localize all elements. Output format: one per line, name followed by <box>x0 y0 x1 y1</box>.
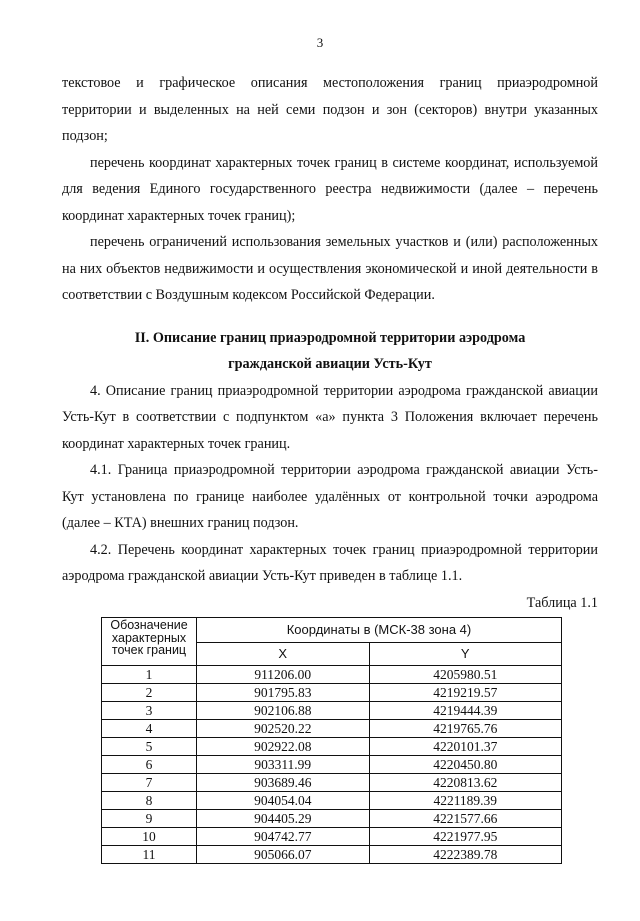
table-row <box>102 792 562 810</box>
cell-x: 911206.00 <box>197 666 370 684</box>
table-row <box>102 846 562 864</box>
cell-y: 4221189.39 <box>369 792 561 810</box>
cell-y: 4221977.95 <box>369 828 561 846</box>
cell-x: 902106.88 <box>197 702 370 720</box>
document-body <box>62 70 598 864</box>
cell-x: 904405.29 <box>197 810 370 828</box>
paragraph-4: 4. Описание границ приаэродромной территории аэродрома гражданской авиации Усть-Кут в соответствии с подпунктом «а» пункта 3 Положения включает перечень координат характерных точек границ. <box>62 382 598 452</box>
header-coordinates: Координаты в (МСК-38 зона 4) <box>197 618 562 643</box>
cell-y: 4220450.80 <box>369 756 561 774</box>
cell-x: 904054.04 <box>197 792 370 810</box>
paragraph-text-description: текстовое и графическое описания местоположения границ приаэродромной территории и выделенных на ней семи подзон и зон (секторов) внутри указанных подзон; <box>62 75 598 144</box>
table-row <box>102 702 562 720</box>
cell-y: 4222389.78 <box>369 846 561 864</box>
cell-y: 4220813.62 <box>369 774 561 792</box>
section-heading <box>62 325 598 378</box>
coordinates-table <box>101 617 562 864</box>
header-x: X <box>197 643 370 666</box>
section-heading-line1: II. Описание границ приаэродромной территории аэродрома <box>134 329 526 346</box>
table-header-row <box>102 618 562 643</box>
cell-n: 6 <box>102 756 197 774</box>
cell-n: 4 <box>102 720 197 738</box>
paragraph-restrictions-list: перечень ограничений использования земельных участков и (или) расположенных на них объектов недвижимости и осуществления экономической и иной деятельности в соответствии с Воздушным кодексом Российской Федерации. <box>62 234 598 303</box>
cell-n: 1 <box>102 666 197 684</box>
cell-y: 4221577.66 <box>369 810 561 828</box>
cell-n: 2 <box>102 684 197 702</box>
cell-x: 901795.83 <box>197 684 370 702</box>
section-heading-line2: гражданской авиации Усть-Кут <box>228 356 432 372</box>
table-row <box>102 738 562 756</box>
table-row <box>102 828 562 846</box>
cell-y: 4219765.76 <box>369 720 561 738</box>
cell-n: 7 <box>102 774 197 792</box>
cell-y: 4219444.39 <box>369 702 561 720</box>
cell-y: 4205980.51 <box>369 666 561 684</box>
paragraph-coordinates-list: перечень координат характерных точек границ в системе координат, используемой для ведения Единого государственного реестра недвижимости (далее – перечень координат характерных точек границ); <box>62 154 598 224</box>
table-caption: Таблица 1.1 <box>526 594 598 611</box>
cell-x: 903311.99 <box>197 756 370 774</box>
page-number: 3 <box>316 35 324 50</box>
cell-x: 902922.08 <box>197 738 370 756</box>
cell-n: 5 <box>102 738 197 756</box>
cell-n: 3 <box>102 702 197 720</box>
cell-n: 9 <box>102 810 197 828</box>
cell-x: 905066.07 <box>197 846 370 864</box>
table-row <box>102 756 562 774</box>
cell-x: 903689.46 <box>197 774 370 792</box>
cell-x: 902520.22 <box>197 720 370 738</box>
table-row <box>102 810 562 828</box>
table-row <box>102 720 562 738</box>
paragraph-4-2: 4.2. Перечень координат характерных точек границ приаэродромной территории аэродрома гражданской авиации Усть-Кут приведен в таблице 1.1. <box>62 541 598 584</box>
paragraph-4-1: 4.1. Граница приаэродромной территории аэродрома гражданской авиации Усть-Кут установлена по границе наиболее удалённых от контрольной точки аэродрома (далее – КТА) внешних границ подзон. <box>62 462 598 531</box>
cell-n: 8 <box>102 792 197 810</box>
table-row <box>102 684 562 702</box>
table-body <box>102 666 562 864</box>
cell-y: 4219219.57 <box>369 684 561 702</box>
cell-x: 904742.77 <box>197 828 370 846</box>
header-designation: Обозначение характерных точек границ <box>102 618 197 666</box>
cell-n: 10 <box>102 828 197 846</box>
header-y: Y <box>369 643 561 666</box>
table-row <box>102 666 562 684</box>
table-row <box>102 774 562 792</box>
cell-n: 11 <box>102 846 197 864</box>
cell-y: 4220101.37 <box>369 738 561 756</box>
